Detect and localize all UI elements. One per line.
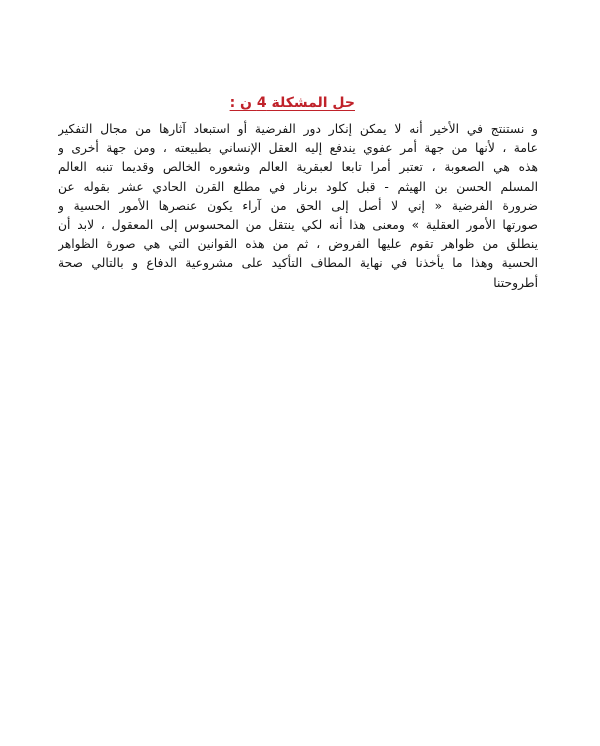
paragraph-line-1: و نستنتج في الأخير أنه لا يمكن إنكار دور الفرضية أو استبعاد آثارها من مجال التفكير	[58, 122, 538, 136]
conclusion-paragraph	[58, 120, 538, 293]
paragraph-line-8: الحسية وهذا ما يأخذنا في نهاية المطاف التأكيد على مشروعية الدفاع و بالتالي صحة	[58, 256, 538, 271]
paragraph-line-6: صورتها الأمور العقلية » ومعنى هذا أنه لكي ينتقل من المحسوس إلى المعقول ، لابد أن	[58, 217, 538, 232]
section-heading: حل المشكلة 4 ن :	[229, 95, 355, 111]
paragraph-line-2: عامة ، لأنها من جهة أمر عفوي يندفع إليه العقل الإنساني بطبيعته ، ومن جهة أخرى و	[58, 141, 538, 156]
paragraph-line-3: هذه هي الصعوبة ، تعتبر أمرا تابعا لعبقرية العالم وشعوره الخالص وقديما تنبه العالم	[58, 160, 538, 175]
paragraph-line-7: ينطلق من ظواهر تقوم عليها الفروض ، ثم من هذه القوانين التي هي صورة الظواهر	[58, 237, 538, 252]
paragraph-line-9: أطروحتنا	[493, 275, 538, 290]
paragraph-line-4: المسلم الحسن بن الهيثم - قبل كلود برنار في مطلع القرن الحادي عشر بقوله عن	[58, 179, 538, 194]
paragraph-line-5: ضرورة الفرضية « إني لا أصل إلى الحق من آراء يكون عنصرها الأمور الحسية و	[58, 198, 538, 213]
